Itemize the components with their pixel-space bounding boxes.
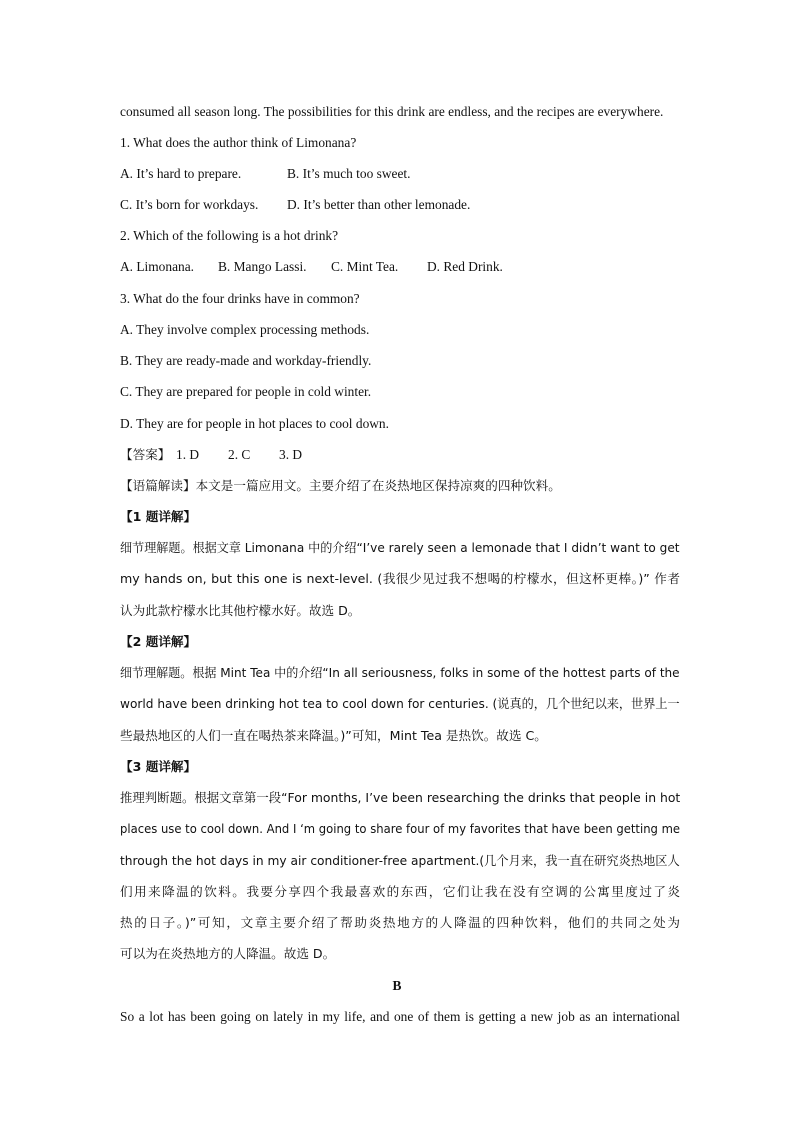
question-2-option-a: A. Limonana.: [120, 259, 195, 274]
question-3-stem: 3. What do the four drinks have in common?: [120, 291, 360, 306]
answer-item-1: 1. D: [176, 447, 200, 462]
question-1-option-a: A. It’s hard to prepare.: [120, 166, 242, 181]
passage-end-line: consumed all season long. The possibilities for this drink are endless, and the recipes are everywhere.: [120, 104, 664, 119]
explanation-2-line-3: 些最热地区的人们一直在喝热茶来降温。)”可知，Mint Tea 是热饮。故选 C。: [120, 728, 547, 743]
question-3-option-d: D. They are for people in hot places to cool down.: [120, 416, 389, 431]
explanation-3-line-1: 推理判断题。根据文章第一段“For months, I’ve been researching the drinks that people in hot: [120, 790, 681, 805]
explanation-3-heading: 【3 题详解】: [120, 759, 197, 774]
explanation-3-line-6: 可以为在炎热地方的人降温。故选 D。: [120, 946, 336, 961]
question-2-option-c: C. Mint Tea.: [331, 259, 399, 274]
passage-guide: 【语篇解读】本文是一篇应用文。主要介绍了在炎热地区保持凉爽的四种饮料。: [120, 478, 561, 493]
explanation-1-line-2: my hands on, but this one is next-level. (我很少见过我不想喝的柠檬水，但这杯更棒。)” 作者: [120, 571, 680, 586]
answer-item-2: 2. C: [228, 447, 251, 462]
question-3-option-c: C. They are prepared for people in cold winter.: [120, 384, 372, 399]
explanation-1-line-3: 认为此款柠檬水比其他柠檬水好。故选 D。: [120, 603, 361, 618]
next-passage-start: So a lot has been going on lately in my life, and one of them is getting a new job as an international: [120, 1009, 680, 1024]
explanation-2-line-1: 细节理解题。根据 Mint Tea 中的介绍“In all seriousness, folks in some of the hottest parts of the: [120, 665, 680, 680]
explanation-2-heading: 【2 题详解】: [120, 634, 197, 649]
question-1-option-c: C. It’s born for workdays.: [120, 197, 259, 212]
explanation-3-line-4: 们用来降温的饮料。我要分享四个我最喜欢的东西，它们让我在没有空调的公寓里度过了炎: [120, 884, 680, 899]
question-3-option-a: A. They involve complex processing methods.: [120, 322, 370, 337]
explanation-2-line-2: world have been drinking hot tea to cool down for centuries. (说真的，几个世纪以来，世界上一: [120, 696, 680, 711]
question-2-option-b: B. Mango Lassi.: [218, 259, 307, 274]
explanation-3-line-2: places use to cool down. And I ‘m going to share four of my favorites that have been getting me: [120, 821, 681, 836]
question-2-option-d: D. Red Drink.: [427, 259, 503, 274]
question-1-option-d: D. It’s better than other lemonade.: [287, 197, 471, 212]
answer-item-3: 3. D: [279, 447, 303, 462]
explanation-3-line-5: 热的日子。)”可知，文章主要介绍了帮助炎热地方的人降温的四种饮料，他们的共同之处为: [120, 915, 680, 930]
question-1-option-b: B. It’s much too sweet.: [287, 166, 411, 181]
question-3-option-b: B. They are ready-made and workday-friendly.: [120, 353, 372, 368]
explanation-1-heading: 【1 题详解】: [120, 509, 197, 524]
explanation-3-line-3: through the hot days in my air conditioner-free apartment.(几个月来，我一直在研究炎热地区人: [120, 853, 680, 868]
section-label: B: [392, 978, 402, 993]
explanation-1-line-1: 细节理解题。根据文章 Limonana 中的介绍“I’ve rarely seen a lemonade that I didn’t want to get: [120, 540, 680, 555]
question-2-stem: 2. Which of the following is a hot drink?: [120, 228, 339, 243]
answer-label: 【答案】: [120, 447, 171, 462]
question-1-stem: 1. What does the author think of Limonana?: [120, 135, 357, 150]
